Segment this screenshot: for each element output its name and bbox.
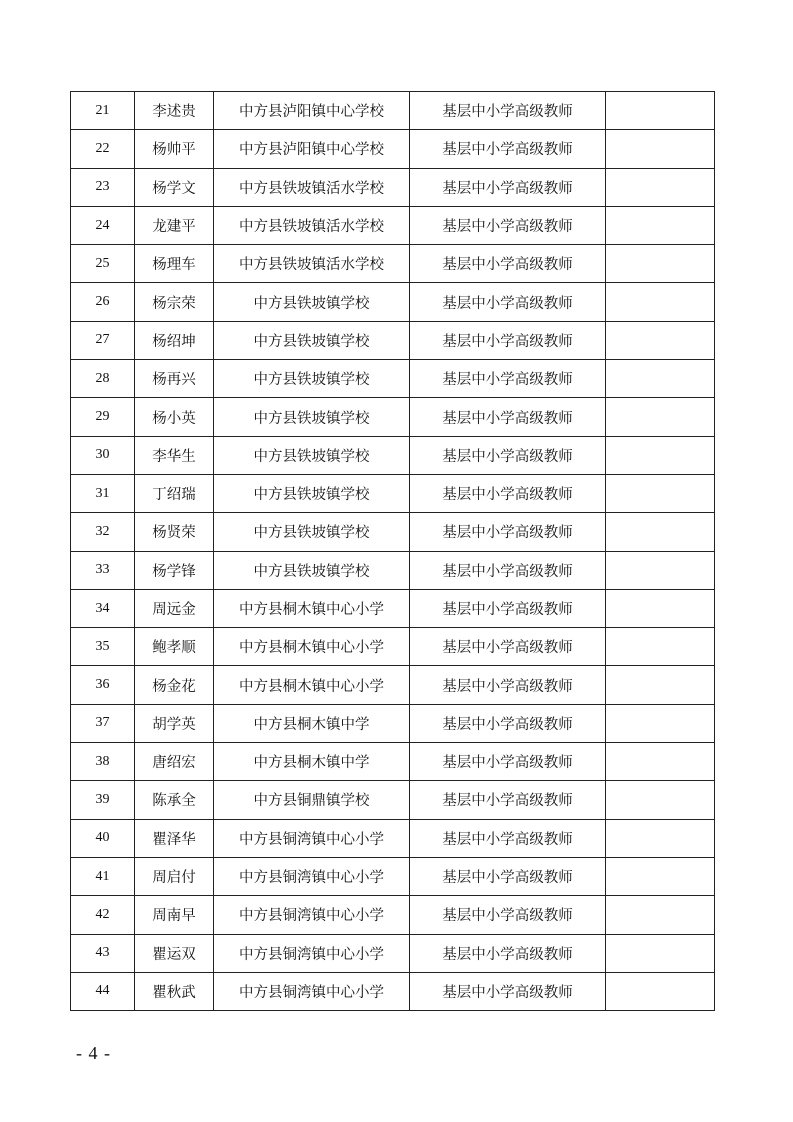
professional-title-cell: 基层中小学高级教师 (410, 666, 606, 704)
teacher-name-cell: 唐绍宏 (135, 743, 214, 781)
row-number-cell: 36 (71, 666, 135, 704)
professional-title-cell: 基层中小学高级教师 (410, 206, 606, 244)
table-row (71, 283, 715, 321)
teacher-name-cell: 丁绍瑞 (135, 474, 214, 512)
remark-cell (606, 551, 715, 589)
school-cell: 中方县铜湾镇中心小学 (214, 934, 410, 972)
row-number-cell: 23 (71, 168, 135, 206)
row-number-cell: 26 (71, 283, 135, 321)
table-row (71, 589, 715, 627)
table-row (71, 398, 715, 436)
row-number-cell: 40 (71, 819, 135, 857)
remark-cell (606, 283, 715, 321)
table-row (71, 551, 715, 589)
roster-body (71, 92, 715, 1011)
teacher-name-cell: 杨绍坤 (135, 321, 214, 359)
professional-title-cell: 基层中小学高级教师 (410, 628, 606, 666)
row-number-cell: 37 (71, 704, 135, 742)
teacher-name-cell: 杨小英 (135, 398, 214, 436)
table-row (71, 896, 715, 934)
row-number-cell: 28 (71, 360, 135, 398)
remark-cell (606, 321, 715, 359)
school-cell: 中方县桐木镇中心小学 (214, 589, 410, 627)
row-number-cell: 21 (71, 92, 135, 130)
professional-title-cell: 基层中小学高级教师 (410, 589, 606, 627)
professional-title-cell: 基层中小学高级教师 (410, 436, 606, 474)
remark-cell (606, 398, 715, 436)
remark-cell (606, 896, 715, 934)
table-row (71, 743, 715, 781)
row-number-cell: 43 (71, 934, 135, 972)
teacher-name-cell: 瞿泽华 (135, 819, 214, 857)
professional-title-cell: 基层中小学高级教师 (410, 92, 606, 130)
remark-cell (606, 781, 715, 819)
row-number-cell: 35 (71, 628, 135, 666)
remark-cell (606, 666, 715, 704)
table-row (71, 168, 715, 206)
professional-title-cell: 基层中小学高级教师 (410, 934, 606, 972)
row-number-cell: 39 (71, 781, 135, 819)
school-cell: 中方县铁坡镇学校 (214, 551, 410, 589)
table-row (71, 130, 715, 168)
school-cell: 中方县桐木镇中学 (214, 743, 410, 781)
school-cell: 中方县铁坡镇活水学校 (214, 168, 410, 206)
teacher-name-cell: 杨学锋 (135, 551, 214, 589)
teacher-name-cell: 李述贵 (135, 92, 214, 130)
professional-title-cell: 基层中小学高级教师 (410, 474, 606, 512)
row-number-cell: 29 (71, 398, 135, 436)
teacher-name-cell: 杨贤荣 (135, 513, 214, 551)
table-row (71, 245, 715, 283)
remark-cell (606, 168, 715, 206)
professional-title-cell: 基层中小学高级教师 (410, 360, 606, 398)
professional-title-cell: 基层中小学高级教师 (410, 513, 606, 551)
remark-cell (606, 972, 715, 1010)
school-cell: 中方县铁坡镇学校 (214, 513, 410, 551)
table-row (71, 360, 715, 398)
school-cell: 中方县桐木镇中学 (214, 704, 410, 742)
teacher-name-cell: 杨理车 (135, 245, 214, 283)
school-cell: 中方县铁坡镇学校 (214, 474, 410, 512)
teacher-name-cell: 周远金 (135, 589, 214, 627)
teacher-name-cell: 杨帅平 (135, 130, 214, 168)
remark-cell (606, 206, 715, 244)
row-number-cell: 38 (71, 743, 135, 781)
professional-title-cell: 基层中小学高级教师 (410, 819, 606, 857)
school-cell: 中方县桐木镇中心小学 (214, 666, 410, 704)
professional-title-cell: 基层中小学高级教师 (410, 398, 606, 436)
school-cell: 中方县铁坡镇学校 (214, 436, 410, 474)
remark-cell (606, 513, 715, 551)
row-number-cell: 27 (71, 321, 135, 359)
row-number-cell: 33 (71, 551, 135, 589)
table-row (71, 206, 715, 244)
school-cell: 中方县铁坡镇学校 (214, 321, 410, 359)
remark-cell (606, 474, 715, 512)
remark-cell (606, 628, 715, 666)
row-number-cell: 41 (71, 857, 135, 895)
school-cell: 中方县铜鼎镇学校 (214, 781, 410, 819)
remark-cell (606, 92, 715, 130)
professional-title-cell: 基层中小学高级教师 (410, 743, 606, 781)
professional-title-cell: 基层中小学高级教师 (410, 781, 606, 819)
remark-cell (606, 934, 715, 972)
remark-cell (606, 743, 715, 781)
teacher-name-cell: 周启付 (135, 857, 214, 895)
row-number-cell: 24 (71, 206, 135, 244)
table-row (71, 321, 715, 359)
professional-title-cell: 基层中小学高级教师 (410, 321, 606, 359)
remark-cell (606, 130, 715, 168)
professional-title-cell: 基层中小学高级教师 (410, 551, 606, 589)
teacher-name-cell: 杨金花 (135, 666, 214, 704)
table-row (71, 436, 715, 474)
professional-title-cell: 基层中小学高级教师 (410, 130, 606, 168)
remark-cell (606, 704, 715, 742)
school-cell: 中方县铁坡镇学校 (214, 283, 410, 321)
teacher-name-cell: 李华生 (135, 436, 214, 474)
remark-cell (606, 245, 715, 283)
table-row (71, 781, 715, 819)
professional-title-cell: 基层中小学高级教师 (410, 972, 606, 1010)
row-number-cell: 34 (71, 589, 135, 627)
teacher-name-cell: 陈承全 (135, 781, 214, 819)
teacher-name-cell: 杨学文 (135, 168, 214, 206)
school-cell: 中方县铁坡镇学校 (214, 398, 410, 436)
page-number: - 4 - (76, 1043, 111, 1063)
school-cell: 中方县铜湾镇中心小学 (214, 896, 410, 934)
table-row (71, 857, 715, 895)
remark-cell (606, 360, 715, 398)
teacher-name-cell: 鲍孝顺 (135, 628, 214, 666)
school-cell: 中方县铜湾镇中心小学 (214, 819, 410, 857)
school-cell: 中方县铁坡镇活水学校 (214, 206, 410, 244)
row-number-cell: 44 (71, 972, 135, 1010)
teacher-name-cell: 瞿运双 (135, 934, 214, 972)
school-cell: 中方县铁坡镇学校 (214, 360, 410, 398)
professional-title-cell: 基层中小学高级教师 (410, 245, 606, 283)
table-row (71, 474, 715, 512)
table-row (71, 513, 715, 551)
school-cell: 中方县铜湾镇中心小学 (214, 857, 410, 895)
remark-cell (606, 589, 715, 627)
row-number-cell: 25 (71, 245, 135, 283)
remark-cell (606, 819, 715, 857)
teacher-name-cell: 周南早 (135, 896, 214, 934)
teacher-name-cell: 瞿秋武 (135, 972, 214, 1010)
teacher-roster-table (70, 91, 715, 1011)
table-row (71, 92, 715, 130)
table-row (71, 704, 715, 742)
school-cell: 中方县桐木镇中心小学 (214, 628, 410, 666)
school-cell: 中方县铜湾镇中心小学 (214, 972, 410, 1010)
table-row (71, 666, 715, 704)
professional-title-cell: 基层中小学高级教师 (410, 896, 606, 934)
teacher-name-cell: 杨再兴 (135, 360, 214, 398)
teacher-name-cell: 杨宗荣 (135, 283, 214, 321)
professional-title-cell: 基层中小学高级教师 (410, 704, 606, 742)
teacher-name-cell: 胡学英 (135, 704, 214, 742)
table-row (71, 819, 715, 857)
school-cell: 中方县铁坡镇活水学校 (214, 245, 410, 283)
teacher-name-cell: 龙建平 (135, 206, 214, 244)
professional-title-cell: 基层中小学高级教师 (410, 857, 606, 895)
table-row (71, 934, 715, 972)
professional-title-cell: 基层中小学高级教师 (410, 283, 606, 321)
remark-cell (606, 857, 715, 895)
table-row (71, 972, 715, 1010)
row-number-cell: 22 (71, 130, 135, 168)
remark-cell (606, 436, 715, 474)
row-number-cell: 42 (71, 896, 135, 934)
school-cell: 中方县泸阳镇中心学校 (214, 130, 410, 168)
row-number-cell: 30 (71, 436, 135, 474)
professional-title-cell: 基层中小学高级教师 (410, 168, 606, 206)
row-number-cell: 32 (71, 513, 135, 551)
row-number-cell: 31 (71, 474, 135, 512)
school-cell: 中方县泸阳镇中心学校 (214, 92, 410, 130)
table-row (71, 628, 715, 666)
